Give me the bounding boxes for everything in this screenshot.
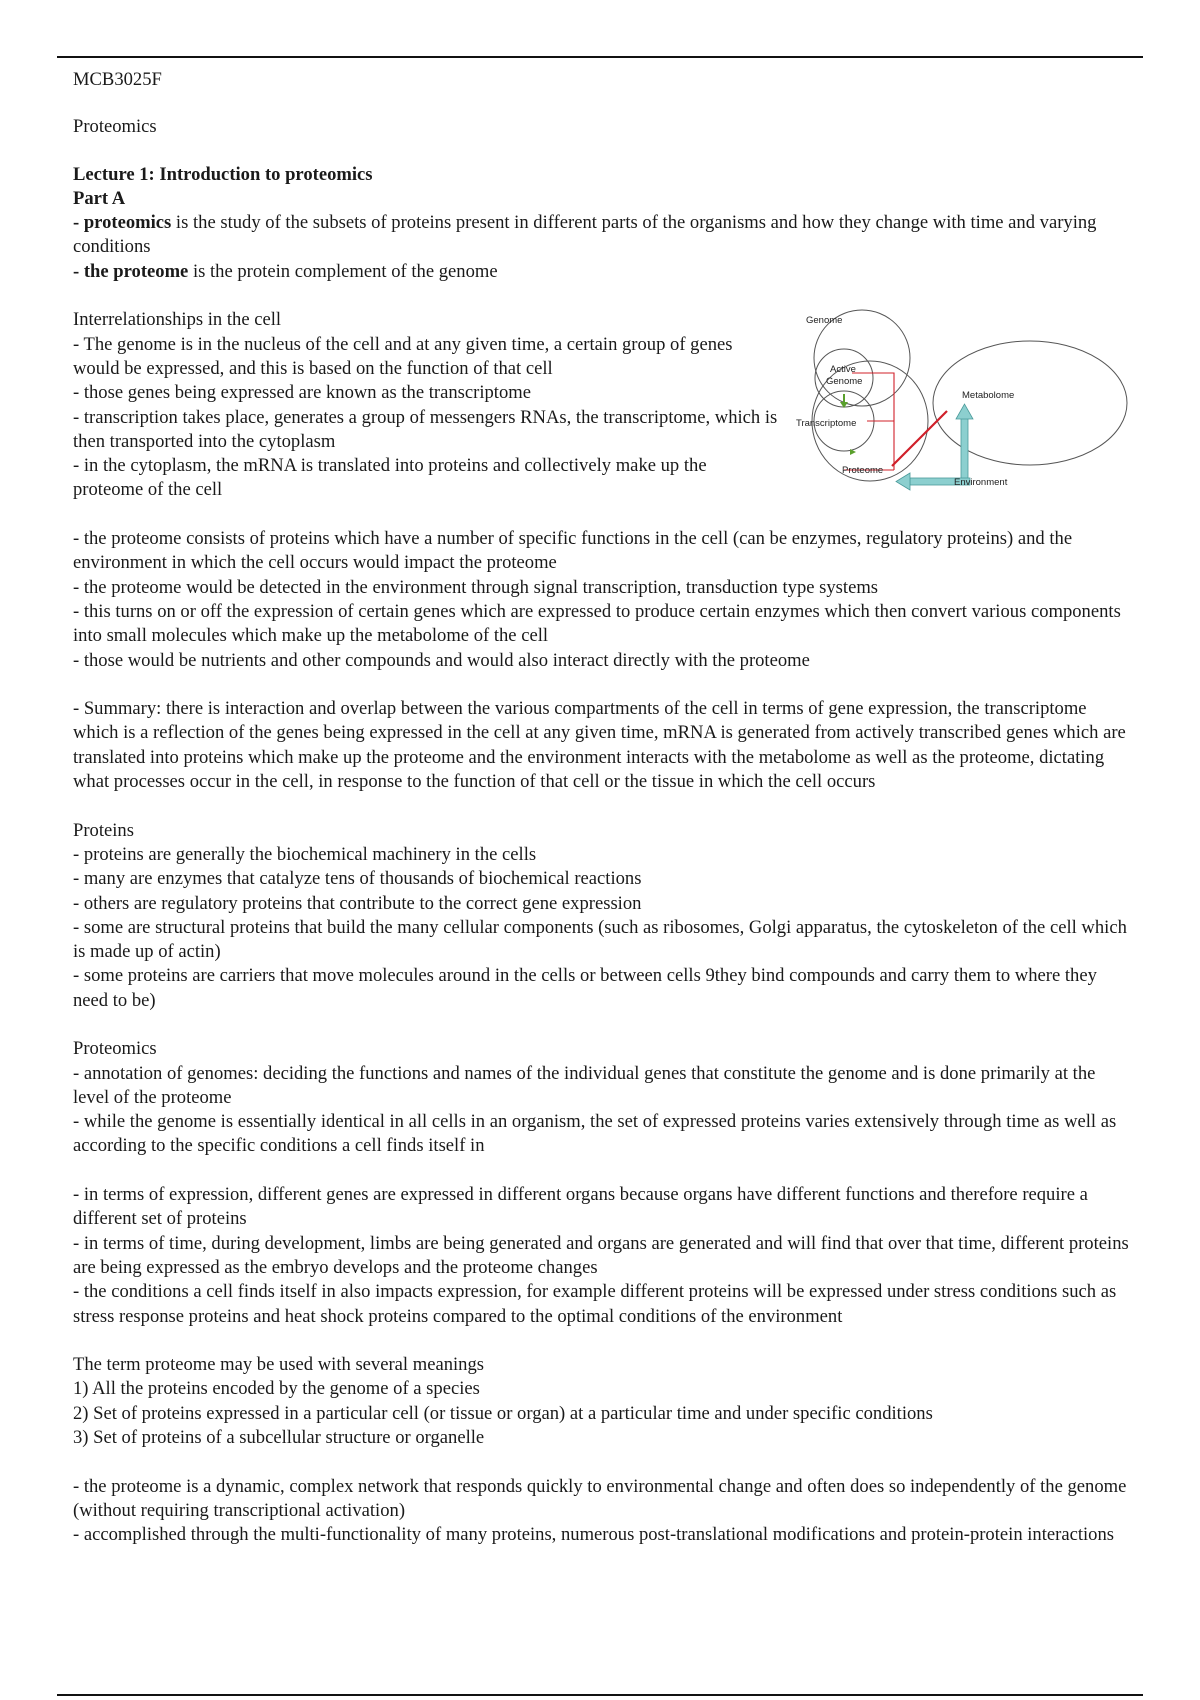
environment-label: Environment	[954, 477, 1008, 489]
lecture-title	[73, 163, 1133, 187]
definition-text: is the study of the subsets of proteins present in different parts of the organisms and how they change with time and varying conditions	[73, 212, 1097, 258]
teal-arrow-up-head	[956, 404, 973, 419]
section-heading: Interrelationships in the cell	[73, 309, 282, 331]
bullet-line: - transcription takes place, generates a group of messengers RNAs, the transcriptome, which is then transported into the cytoplasm	[73, 406, 778, 452]
bullet-line: - those would be nutrients and other compounds and would also interact directly with the proteome	[73, 649, 810, 671]
course-code: MCB3025F	[73, 69, 162, 90]
bullet-line: - accomplished through the multi-functionality of many proteins, numerous post-translational modifications and protein-protein interactions	[73, 1524, 1115, 1546]
lecture-title-text: Lecture 1: Introduction to proteomics	[73, 163, 373, 185]
definition-text: is the protein complement of the genome	[188, 260, 498, 282]
genome-label: Genome	[806, 315, 843, 327]
bottom-rule	[57, 1694, 1143, 1696]
definition-term: - the proteome	[73, 260, 189, 282]
bullet-line: - others are regulatory proteins that contribute to the correct gene expression	[73, 892, 642, 914]
bullet-line: - this turns on or off the expression of certain genes which are expressed to produce certain enzymes which then convert various components into small molecules which make up the metabolome of the cell	[73, 600, 1121, 647]
bullet-line: - proteins are generally the biochemical machinery in the cells	[73, 843, 537, 865]
bullet-line: - the proteome is a dynamic, complex network that responds quickly to environmental change and often does so independently of the genome (without requiring transcriptional activation)	[73, 1475, 1127, 1521]
bullet-line: - many are enzymes that catalyze tens of thousands of biochemical reactions	[73, 868, 642, 890]
bullet-line: - some are structural proteins that build the many cellular components (such as ribosomes, Golgi apparatus, the cytoskeleton of the cell which is made up of actin)	[73, 916, 1127, 963]
definition-proteomics	[73, 211, 1133, 260]
numbered-item: 2) Set of proteins expressed in a particular cell (or tissue or organ) at a particular time and under specific conditions	[73, 1402, 933, 1424]
bullet-line: - the conditions a cell finds itself in also impacts expression, for example different proteins will be expressed under stress conditions such as stress response proteins and heat shock proteins compared to the optimal conditions of the environment	[73, 1281, 1117, 1327]
bullet-line: - in terms of time, during development, limbs are being generated and organs are generated and will find that over that time, different proteins are being expressed as the embryo develops and the proteome changes	[73, 1232, 1129, 1278]
part-label-text: Part A	[73, 187, 126, 209]
bullet-line: - while the genome is essentially identical in all cells in an organism, the set of expressed proteins varies extensively through time as well as according to the specific conditions a cell finds itself in	[73, 1111, 1117, 1157]
bullet-line: - those genes being expressed are known as the transcriptome	[73, 382, 531, 404]
bullet-line: - annotation of genomes: deciding the functions and names of the individual genes that constitute the genome and is done primarily at the level of the proteome	[73, 1062, 1096, 1108]
bullet-line: - the proteome consists of proteins which have a number of specific functions in the cell (can be enzymes, regulatory proteins) and the environment in which the cell occurs would impact the proteome	[73, 528, 1073, 574]
red-diagonal-arrow	[892, 411, 947, 466]
bullet-line: - the proteome would be detected in the environment through signal transcription, transduction type systems	[73, 576, 879, 598]
bullet-line: - in the cytoplasm, the mRNA is translated into proteins and collectively make up the proteome of the cell	[73, 455, 707, 501]
teal-arrow-up-shaft	[961, 418, 968, 480]
bullet-line: - in terms of expression, different genes are expressed in different organs because organs have different functions and therefore require a different set of proteins	[73, 1184, 1088, 1230]
term-intro: The term proteome may be used with several meanings	[73, 1354, 484, 1376]
bullet-line: - The genome is in the nucleus of the cell and at any given time, a certain group of genes would be expressed, and this is based on the function of that cell	[73, 333, 733, 379]
proteome-label: Proteome	[842, 465, 884, 477]
bullet-line: - some proteins are carriers that move molecules around in the cells or between cells 9they bind compounds and carry them to where they need to be)	[73, 965, 1097, 1011]
interrelationships-section	[73, 308, 1133, 502]
cell-interrelationships-diagram	[792, 298, 1132, 498]
numbered-item: 1) All the proteins encoded by the genome of a species	[73, 1378, 480, 1400]
subject-title: Proteomics	[73, 116, 157, 138]
transcriptome-label: Transcriptome	[796, 418, 857, 430]
definition-proteome	[73, 260, 1133, 284]
definition-term: - proteomics	[73, 212, 172, 234]
part-label	[73, 187, 1133, 211]
summary-paragraph: - Summary: there is interaction and overlap between the various compartments of the cell in terms of gene expression, the transcriptome which is a reflection of the genes being expressed in the cell at any given time, mRNA is generated from actively transcribed genes which are translated into proteins which make up the proteome and the environment interacts with the metabolome as well as the proteome, dictating what processes occur in the cell, in response to the function of that cell or the tissue in which the cell occurs	[73, 698, 1126, 793]
active-genome-label-2: Genome	[826, 376, 863, 388]
top-rule	[57, 56, 1143, 58]
numbered-item: 3) Set of proteins of a subcellular structure or organelle	[73, 1427, 485, 1449]
section-heading: Proteins	[73, 819, 134, 841]
document-page	[73, 68, 1133, 1548]
active-genome-label: Active	[830, 364, 856, 376]
metabolome-label: Metabolome	[962, 390, 1015, 402]
teal-arrow-left-head	[896, 473, 910, 490]
section-heading: Proteomics	[73, 1038, 157, 1060]
